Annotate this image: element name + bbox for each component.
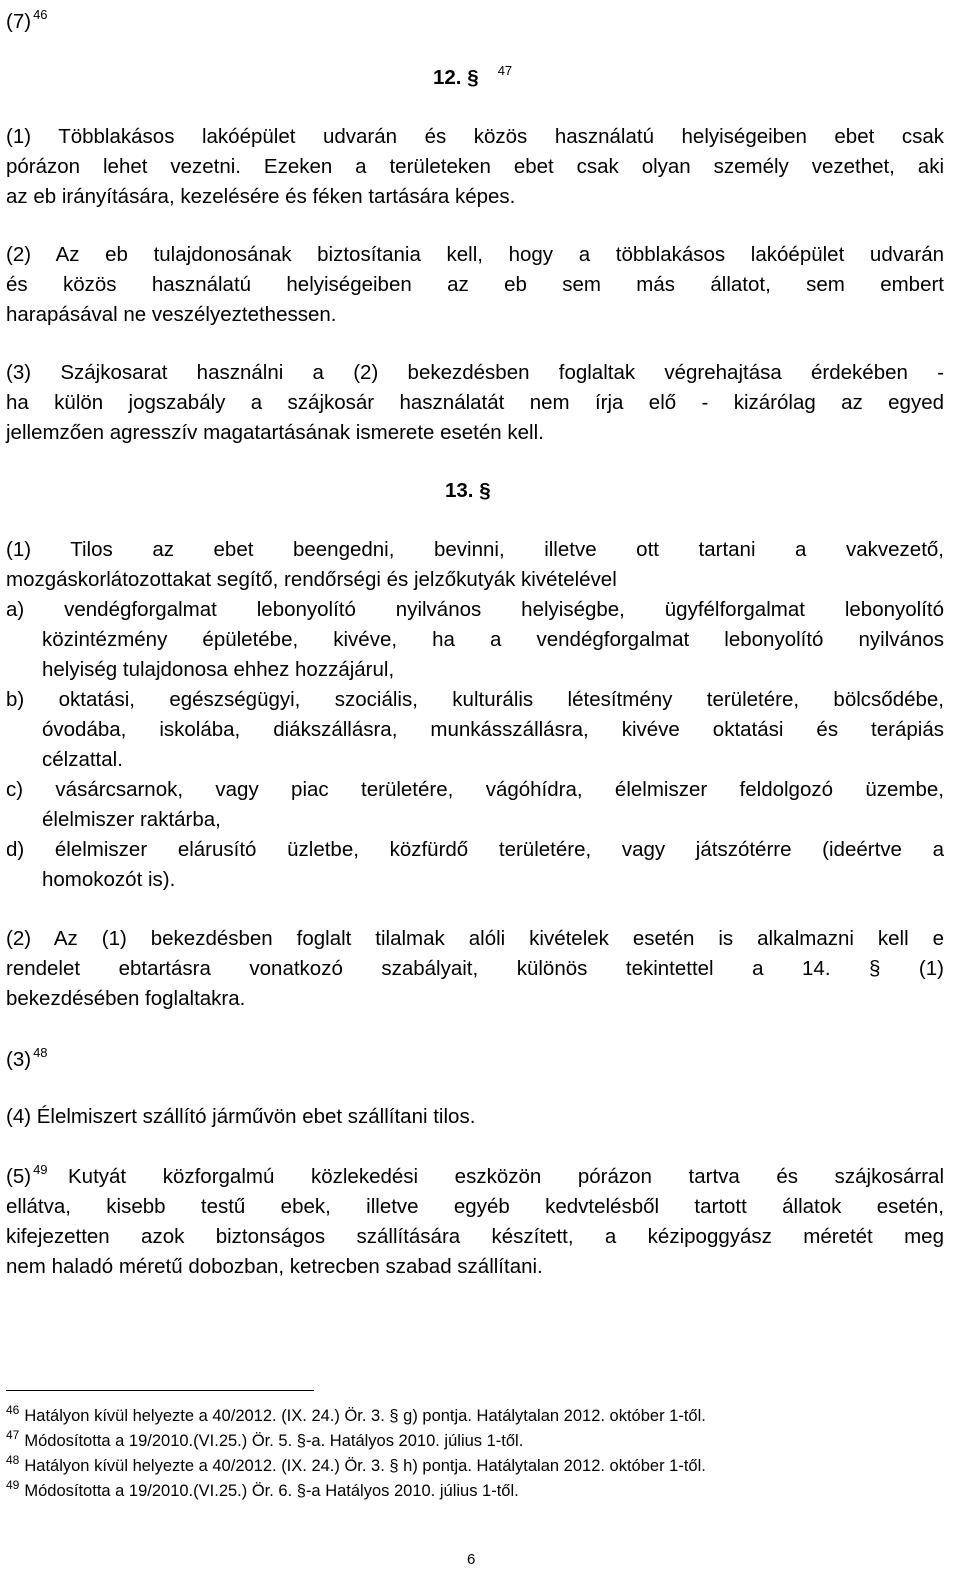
s12-p2-line-1: (2) Az eb tulajdonosának biztosítania kell, hogy a többlakásos lakóépület udvarán — [6, 243, 944, 266]
s13-d-line-2: homokozót is). — [42, 868, 176, 891]
s12-p3-line-2: ha külön jogszabály a szájkosár használatát nem írja elő - kizárólag az egyed — [6, 391, 944, 414]
s12-p1-line-1: (1) Többlakásos lakóépület udvarán és közös használatú helyiségeiben ebet csak — [6, 125, 944, 148]
footnote-49: $^{49}$ Módosította a 19/2010.(VI.25.) Ör. 6. §-a Hatályos 2010. július 1-től. — [6, 1478, 519, 1500]
s13-p3-label: (3) $^{48}$ — [6, 1045, 48, 1071]
s13-c-line-2: élelmiszer raktárba, — [42, 808, 221, 831]
section-13-heading: 13. § — [445, 479, 491, 502]
s13-p1-line-2: mozgáskorlátozottakat segítő, rendőrségi és jelzőkutyák kivételével — [6, 568, 617, 591]
s13-a-line-1: a) vendégforgalmat lebonyolító nyilvános helyiségbe, ügyfélforgalmat lebonyolító — [6, 598, 944, 621]
s13-b-line-2: óvodába, iskolába, diákszállásra, munkásszállásra, kivéve oktatási és terápiás — [42, 718, 944, 741]
section-symbol: § — [479, 479, 491, 502]
s13-p2-line-3: bekezdésében foglaltakra. — [6, 987, 246, 1010]
paragraph-7-label: (7) $^{46}$ — [6, 7, 48, 33]
s12-p3-line-1: (3) Szájkosarat használni a (2) bekezdésben foglaltak végrehajtása érdekében - — [6, 361, 944, 384]
footnote-ref-46: 46 — [33, 7, 48, 22]
s13-p5-label: (5) $^{49}$ — [6, 1162, 48, 1188]
section-symbol: § — [467, 66, 479, 89]
s12-p2-line-2: és közös használatú helyiségeiben az eb sem más állatot, sem embert — [6, 273, 944, 296]
s13-p5-line-1: Kutyát közforgalmú közlekedési eszközön pórázon tartva és szájkosárral — [68, 1165, 944, 1188]
s13-b-line-1: b) oktatási, egészségügyi, szociális, kulturális létesítmény területére, bölcsődébe, — [6, 688, 944, 711]
s13-a-line-2: közintézmény épületébe, kivéve, ha a vendégforgalmat lebonyolító nyilvános — [42, 628, 944, 651]
s13-d-line-1: d) élelmiszer elárusító üzletbe, közfürdő területére, vagy játszótérre (ideértve a — [6, 838, 944, 861]
s13-p5-line-4: nem haladó méretű dobozban, ketrecben szabad szállítani. — [6, 1255, 543, 1278]
section-12-heading: 12. § $^{47}$ — [433, 63, 513, 89]
s12-p1-line-3: az eb irányítására, kezelésére és féken tartására képes. — [6, 185, 516, 208]
s12-p2-line-3: harapásával ne veszélyeztethessen. — [6, 303, 337, 326]
footnote-ref-49: 49 — [33, 1162, 48, 1177]
s13-c-line-1: c) vásárcsarnok, vagy piac területére, vágóhídra, élelmiszer feldolgozó üzembe, — [6, 778, 944, 801]
s12-p3-line-3: jellemzően agresszív magatartásának ismerete esetén kell. — [6, 421, 544, 444]
s13-p2-line-1: (2) Az (1) bekezdésben foglalt tilalmak alóli kivételek esetén is alkalmazni kell e — [6, 927, 944, 950]
s13-p4: (4) Élelmiszert szállító járművön ebet szállítani tilos. — [6, 1105, 476, 1128]
s13-p1-line-1: (1) Tilos az ebet beengedni, bevinni, illetve ott tartani a vakvezető, — [6, 538, 944, 561]
footnote-ref-48: 48 — [33, 1045, 48, 1060]
s13-b-line-3: célzattal. — [42, 748, 123, 771]
s13-a-line-3: helyiség tulajdonosa ehhez hozzájárul, — [42, 658, 395, 681]
footnote-separator — [6, 1390, 314, 1391]
page-number: 6 — [467, 1551, 476, 1568]
s13-p5-line-3: kifejezetten azok biztonságos szállítására készített, a kézipoggyász méretét meg — [6, 1225, 944, 1248]
footnote-48: $^{48}$ Hatályon kívül helyezte a 40/2012. (IX. 24.) Ör. 3. § h) pontja. Hatálytalan 2012. október 1-től. — [6, 1453, 706, 1475]
footnote-47: $^{47}$ Módosította a 19/2010.(VI.25.) Ör. 5. §-a. Hatályos 2010. július 1-től. — [6, 1428, 524, 1450]
footnote-46: $^{46}$ Hatályon kívül helyezte a 40/2012. (IX. 24.) Ör. 3. § g) pontja. Hatálytalan 2012. október 1-től. — [6, 1403, 706, 1425]
s13-p2-line-2: rendelet ebtartásra vonatkozó szabályait, különös tekintettel a 14. § (1) — [6, 957, 944, 980]
footnote-ref-47: 47 — [497, 63, 513, 78]
s12-p1-line-2: pórázon lehet vezetni. Ezeken a területeken ebet csak olyan személy vezethet, aki — [6, 155, 944, 178]
s13-p5-line-2: ellátva, kisebb testű ebek, illetve egyéb kedvtelésből tartott állatok esetén, — [6, 1195, 944, 1218]
